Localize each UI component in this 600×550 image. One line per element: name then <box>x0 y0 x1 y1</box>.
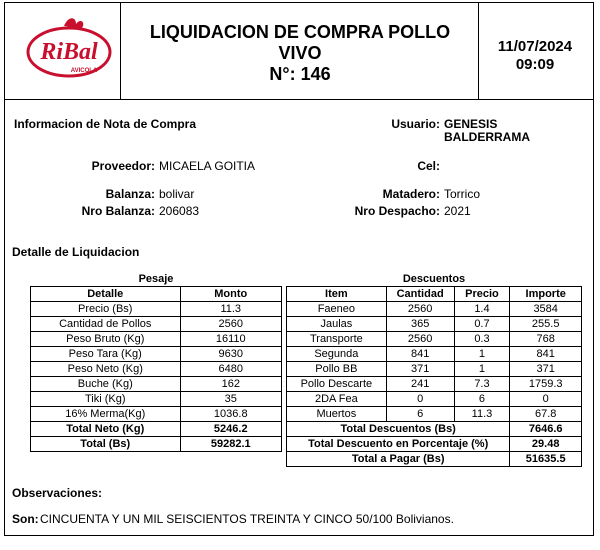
descuentos-cell-importe: 841 <box>510 347 582 362</box>
header-divider-left <box>120 2 121 100</box>
descuentos-cell-item: Muertos <box>287 407 387 422</box>
pesaje-cell-monto: 9630 <box>180 347 281 362</box>
total-descuentos-value: 7646.6 <box>510 422 582 437</box>
nro-balanza-value: 206083 <box>159 204 200 218</box>
pesaje-table <box>30 286 282 452</box>
balanza-label: Balanza: <box>105 187 155 201</box>
document-date: 11/07/2024 <box>497 38 573 55</box>
table-row <box>31 317 282 332</box>
pesaje-cell-monto: 11.3 <box>180 302 281 317</box>
descuentos-cell-importe: 1759.3 <box>510 377 582 392</box>
pesaje-cell-detalle: Buche (Kg) <box>31 377 181 392</box>
observaciones-label: Observaciones: <box>12 486 103 500</box>
total-bs-value: 59282.1 <box>180 437 281 452</box>
total-porcentaje-value: 29.48 <box>510 437 582 452</box>
descuentos-cell-importe: 67.8 <box>510 407 582 422</box>
descuentos-cell-importe: 0 <box>510 392 582 407</box>
table-row <box>287 317 582 332</box>
total-bs-row <box>31 437 282 452</box>
descuentos-cell-cantidad: 6 <box>386 407 454 422</box>
total-neto-value: 5246.2 <box>180 422 281 437</box>
matadero-label: Matadero: <box>382 187 440 201</box>
descuentos-cell-cantidad: 241 <box>386 377 454 392</box>
table-row <box>31 302 282 317</box>
descuentos-cell-item: Transporte <box>287 332 387 347</box>
descuentos-cell-precio: 0.3 <box>454 332 510 347</box>
pesaje-cell-detalle: 16% Merma(Kg) <box>31 407 181 422</box>
pesaje-cell-monto: 2560 <box>180 317 281 332</box>
descuentos-cell-item: Jaulas <box>287 317 387 332</box>
descuentos-cell-item: Pollo Descarte <box>287 377 387 392</box>
logo-subtext: AVICOLA <box>70 68 98 74</box>
cel-label: Cel: <box>417 159 440 173</box>
son-label: Son: <box>12 512 39 526</box>
nro-despacho-value: 2021 <box>444 204 471 218</box>
table-row <box>287 377 582 392</box>
document-number: N°: 146 <box>269 64 331 84</box>
table-row <box>31 392 282 407</box>
usuario-value-line-1: GENESIS <box>444 117 498 131</box>
total-pagar-row <box>287 452 582 467</box>
descuentos-cell-cantidad: 841 <box>386 347 454 362</box>
title-line-1: LIQUIDACION DE COMPRA POLLO <box>149 22 451 42</box>
descuentos-cell-cantidad: 2560 <box>386 332 454 347</box>
pesaje-cell-detalle: Peso Tara (Kg) <box>31 347 181 362</box>
son-value: CINCUENTA Y UN MIL SEISCIENTOS TREINTA Y CINCO 50/100 Bolivianos. <box>40 512 454 526</box>
descuentos-cell-item: 2DA Fea <box>287 392 387 407</box>
pesaje-header-row <box>31 287 282 302</box>
table-row <box>31 407 282 422</box>
descuentos-cell-precio: 7.3 <box>454 377 510 392</box>
descuentos-header-row <box>287 287 582 302</box>
table-row <box>287 392 582 407</box>
total-bs-label: Total (Bs) <box>31 437 181 452</box>
table-row <box>31 362 282 377</box>
descuentos-cell-cantidad: 0 <box>386 392 454 407</box>
pesaje-cell-detalle: Tiki (Kg) <box>31 392 181 407</box>
pesaje-caption: Pesaje <box>138 273 174 285</box>
pesaje-header-detalle: Detalle <box>31 287 181 302</box>
total-porcentaje-label: Total Descuento en Porcentaje (%) <box>287 437 510 452</box>
total-pagar-value: 51635.5 <box>510 452 582 467</box>
pesaje-cell-monto: 16110 <box>180 332 281 347</box>
total-neto-label: Total Neto (Kg) <box>31 422 181 437</box>
pesaje-cell-detalle: Peso Neto (Kg) <box>31 362 181 377</box>
proveedor-value: MICAELA GOITIA <box>159 159 256 173</box>
descuentos-cell-importe: 768 <box>510 332 582 347</box>
descuentos-cell-importe: 3584 <box>510 302 582 317</box>
descuentos-cell-precio: 1.4 <box>454 302 510 317</box>
table-row <box>287 332 582 347</box>
descuentos-cell-cantidad: 2560 <box>386 302 454 317</box>
document-title <box>125 22 475 85</box>
table-row <box>287 362 582 377</box>
document-datetime <box>478 38 592 74</box>
descuentos-cell-importe: 371 <box>510 362 582 377</box>
descuentos-cell-cantidad: 365 <box>386 317 454 332</box>
total-descuentos-row <box>287 422 582 437</box>
pesaje-header-monto: Monto <box>180 287 281 302</box>
descuentos-cell-precio: 0.7 <box>454 317 510 332</box>
pesaje-cell-monto: 1036.8 <box>180 407 281 422</box>
pesaje-cell-detalle: Peso Bruto (Kg) <box>31 332 181 347</box>
pesaje-cell-detalle: Precio (Bs) <box>31 302 181 317</box>
pesaje-cell-detalle: Cantidad de Pollos <box>31 317 181 332</box>
descuentos-table <box>286 286 582 467</box>
descuentos-cell-precio: 1 <box>454 347 510 362</box>
descuentos-cell-item: Segunda <box>287 347 387 362</box>
descuentos-cell-precio: 6 <box>454 392 510 407</box>
descuentos-header-importe: Importe <box>510 287 582 302</box>
proveedor-label: Proveedor: <box>91 159 155 173</box>
descuentos-cell-precio: 1 <box>454 362 510 377</box>
matadero-value: Torrico <box>444 187 481 201</box>
descuentos-header-precio: Precio <box>454 287 510 302</box>
document-time: 09:09 <box>515 56 555 73</box>
table-row <box>287 302 582 317</box>
table-row <box>287 347 582 362</box>
table-row <box>31 347 282 362</box>
total-porcentaje-row <box>287 437 582 452</box>
descuentos-cell-item: Pollo BB <box>287 362 387 377</box>
usuario-label: Usuario: <box>391 117 440 131</box>
table-row <box>31 332 282 347</box>
nro-despacho-label: Nro Despacho: <box>354 204 440 218</box>
total-neto-row <box>31 422 282 437</box>
detalle-section-title: Detalle de Liquidacion <box>12 245 140 259</box>
descuentos-cell-item: Faeneo <box>287 302 387 317</box>
pesaje-cell-monto: 6480 <box>180 362 281 377</box>
info-section-title: Informacion de Nota de Compra <box>14 117 197 131</box>
pesaje-cell-monto: 35 <box>180 392 281 407</box>
total-descuentos-label: Total Descuentos (Bs) <box>287 422 510 437</box>
descuentos-cell-precio: 11.3 <box>454 407 510 422</box>
descuentos-cell-importe: 255.5 <box>510 317 582 332</box>
descuentos-header-item: Item <box>287 287 387 302</box>
nro-balanza-label: Nro Balanza: <box>81 204 155 218</box>
balanza-value: bolivar <box>159 187 195 201</box>
table-row <box>31 377 282 392</box>
total-pagar-label: Total a Pagar (Bs) <box>287 452 510 467</box>
title-line-2: VIVO <box>278 43 322 63</box>
ribal-logo <box>24 12 114 82</box>
logo-text: RiBal <box>40 39 98 65</box>
table-row <box>287 407 582 422</box>
header-bottom-rule <box>4 99 594 100</box>
pesaje-cell-monto: 162 <box>180 377 281 392</box>
descuentos-cell-cantidad: 371 <box>386 362 454 377</box>
descuentos-caption: Descuentos <box>402 273 466 285</box>
usuario-value-line-2: BALDERRAMA <box>444 130 530 144</box>
descuentos-header-cantidad: Cantidad <box>386 287 454 302</box>
